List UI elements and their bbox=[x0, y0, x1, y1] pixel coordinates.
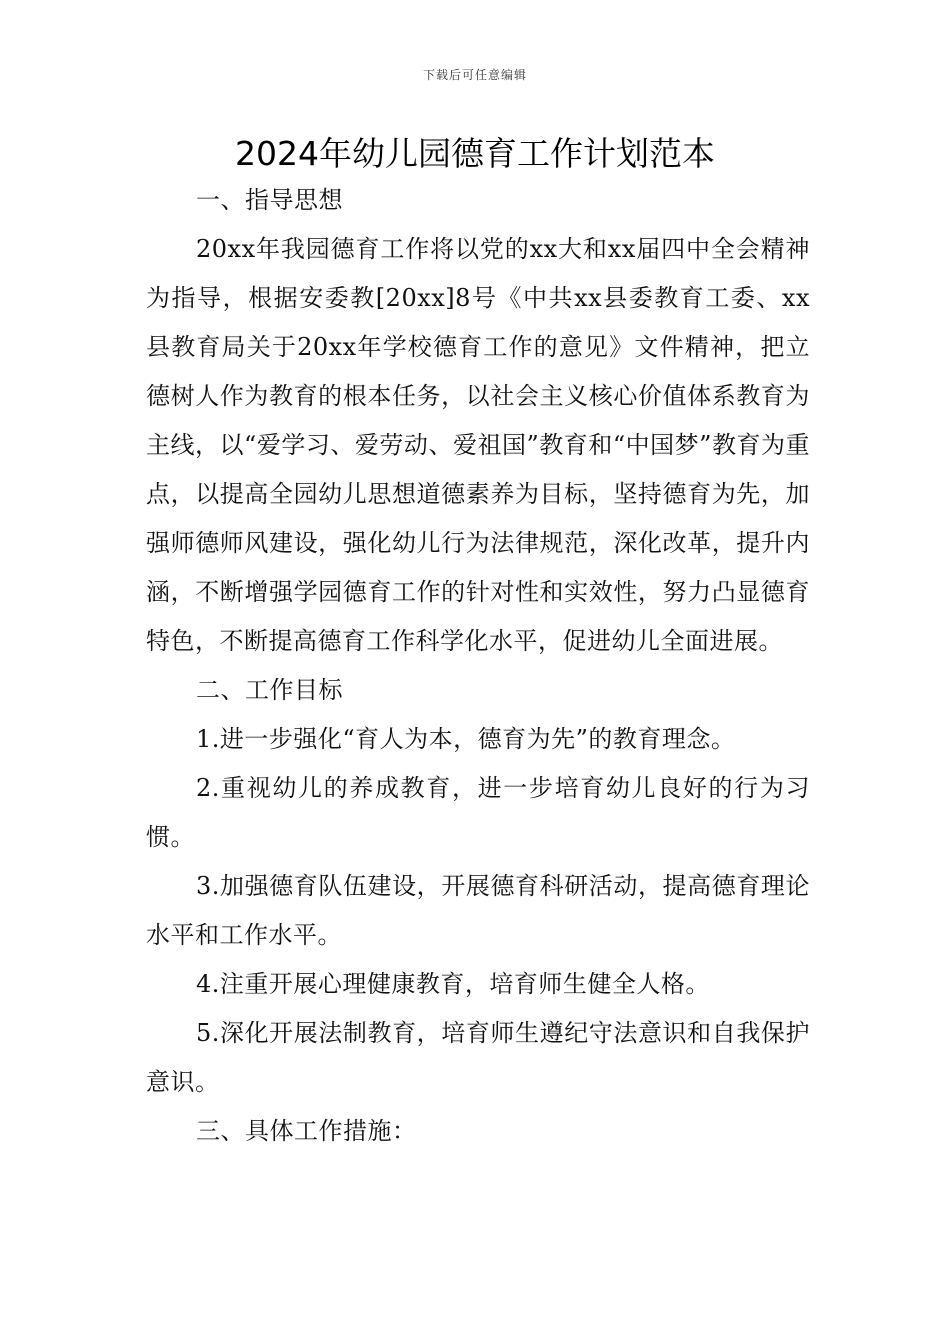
goal-item-3: 3.加强德育队伍建设，开展德育科研活动，提高德育理论水平和工作水平。 bbox=[146, 872, 810, 949]
document-body bbox=[146, 176, 810, 1156]
goal-item-2: 2.重视幼儿的养成教育，进一步培育幼儿良好的行为习惯。 bbox=[146, 774, 810, 851]
header-note: 下载后可任意编辑 bbox=[422, 68, 527, 82]
goal-item-1: 1.进一步强化“育人为本，德育为先”的教育理念。 bbox=[196, 725, 736, 753]
goal-item-4: 4.注重开展心理健康教育，培育师生健全人格。 bbox=[196, 970, 710, 998]
section-heading-work-measures: 三、具体工作措施： bbox=[196, 1117, 417, 1145]
paragraph-guiding-ideology: 20xx年我园德育工作将以党的xx大和xx届四中全会精神为指导，根据安委教[20xx]8号《中共xx县委教育工委、xx县教育局关于20xx年学校德育工作的意见》文件精神，把立德树人作为教育的根本任务，以社会主义核心价值体系教育为主线，以“爱学习、爱劳动、爱祖国”教育和“中国梦”教育为重点，以提高全园幼儿思想道德素养为目标，坚持德育为先，加强师德师风建设，强化幼儿行为法律规范，深化改革，提升内涵，不断增强学园德育工作的针对性和实效性，努力凸显德育特色，不断提高德育工作科学化水平，促进幼儿全面进展。 bbox=[146, 235, 810, 655]
goal-item-5: 5.深化开展法制教育，培育师生遵纪守法意识和自我保护意识。 bbox=[146, 1019, 810, 1096]
section-heading-guiding-ideology: 一、指导思想 bbox=[196, 186, 343, 214]
section-heading-work-goals: 二、工作目标 bbox=[196, 676, 343, 704]
document-title: 2024年幼儿园德育工作计划范本 bbox=[235, 134, 715, 173]
